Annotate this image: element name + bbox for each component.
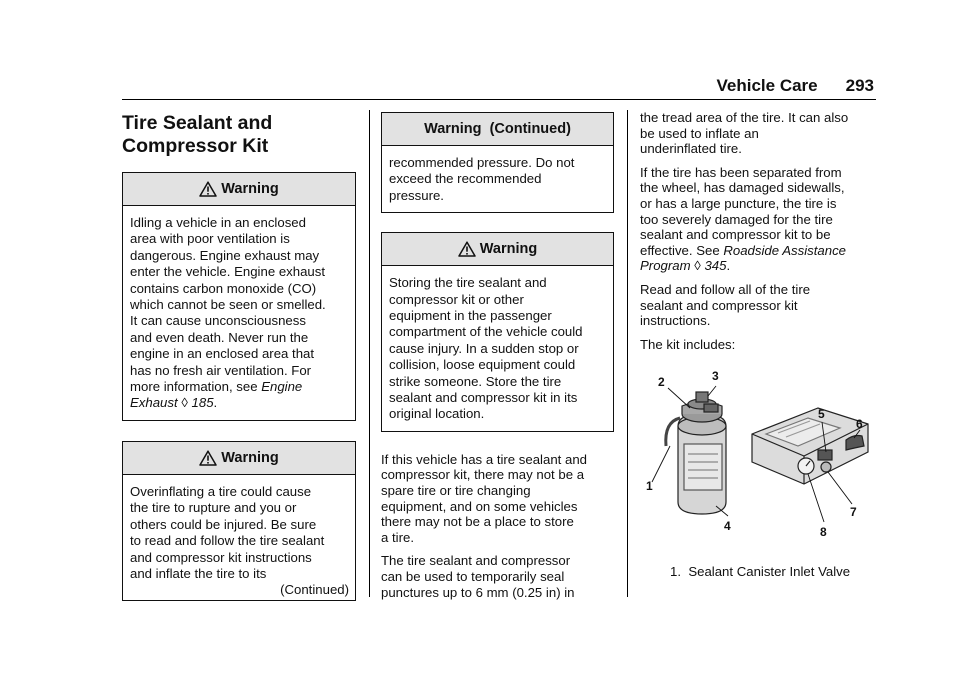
text-line: area with poor ventilation is (130, 231, 290, 247)
page-reference[interactable]: 345 (704, 258, 727, 274)
warning-header (382, 233, 613, 266)
warning-label: Warning (221, 449, 279, 466)
running-header (717, 76, 875, 98)
text-line: dangerous. Engine exhaust may (130, 247, 320, 263)
warning-box-exhaust (122, 172, 356, 421)
paragraph-kit-usage-continued (640, 110, 876, 157)
cross-reference-link[interactable]: Engine (261, 379, 303, 395)
warning-label: Warning (221, 181, 279, 197)
paragraph-kit-includes (640, 337, 876, 353)
text-line: original location. (389, 406, 485, 422)
column-2 (381, 112, 614, 608)
column-3 (640, 110, 876, 580)
text-line: recommended pressure. Do not (389, 155, 575, 170)
callout-2: 2 (658, 375, 665, 390)
figure-caption-item-1: 1. Sealant Canister Inlet Valve (670, 564, 851, 580)
kit-illustration (640, 364, 876, 554)
text-line: pressure. (389, 187, 444, 203)
text-line: If the tire has been separated from (640, 164, 842, 180)
text-line: the wheel, has damaged sidewalls, (640, 180, 845, 196)
text-line: The kit includes: (640, 336, 736, 352)
text-line: strike someone. Store the tire (389, 373, 562, 389)
text-line: If this vehicle has a tire sealant and (381, 451, 587, 467)
text-line (640, 243, 876, 259)
warning-header (123, 173, 355, 206)
cross-reference-link[interactable]: Roadside Assistance (723, 242, 847, 258)
callout-5: 5 (818, 407, 825, 422)
text-line: punctures up to 6 mm (0.25 in) in (381, 584, 575, 600)
warning-box-storage (381, 232, 614, 432)
text-line: cause injury. In a sudden stop or (389, 340, 579, 356)
text-line: contains carbon monoxide (CO) (130, 280, 317, 296)
text-line: others could be injured. Be sure (130, 516, 317, 532)
text-line: there may not be a place to store (381, 514, 574, 530)
text-line: Overinflating a tire could cause (130, 483, 312, 499)
section-heading (122, 112, 356, 158)
page-ref-arrow-icon: ◊ (181, 395, 188, 411)
text-line: spare tire or tire changing (381, 483, 531, 499)
text-line: too severely damaged for the tire (640, 211, 833, 227)
text-line: compressor kit, there may not be a (381, 467, 585, 483)
text-line (130, 395, 349, 411)
callout-3: 3 (712, 369, 719, 384)
warning-box-continued (381, 112, 614, 213)
text-line: It can cause unconsciousness (130, 313, 306, 329)
ref-lead: more information, see (130, 379, 262, 395)
warning-text (382, 266, 613, 431)
text-line: Idling a vehicle in an enclosed (130, 215, 306, 230)
callout-1: 1 (646, 479, 653, 494)
text-line: or has a large puncture, the tire is (640, 195, 837, 211)
text-line: to read and follow the tire sealant (130, 533, 325, 549)
text-line: and inflate the tire to its (130, 565, 267, 581)
cross-reference-link[interactable]: Program (640, 258, 691, 274)
cross-reference-link[interactable]: Exhaust (130, 395, 178, 411)
text-line (640, 258, 876, 274)
column-divider-1 (369, 110, 370, 597)
text-line: which cannot be seen or smelled. (130, 297, 326, 313)
paragraph-tire-damage (640, 165, 876, 274)
sealant-compressor-kit-illustration (640, 364, 876, 554)
callout-8: 8 (820, 525, 827, 540)
text-line: underinflated tire. (640, 141, 742, 157)
section-heading-line: Tire Sealant and (122, 112, 273, 134)
text-line: and even death. Never run the (130, 329, 309, 345)
punctuation: . (213, 395, 218, 411)
continued-marker: (Continued) (280, 582, 349, 598)
text-line (130, 379, 349, 395)
text-line: Storing the tire sealant and (389, 275, 547, 291)
text-line: the tire to rupture and you or (130, 500, 297, 516)
callout-7: 7 (850, 505, 857, 520)
header-rule (122, 99, 876, 100)
punctuation: . (726, 258, 731, 274)
text-line: a tire. (381, 529, 414, 545)
text-line: has no fresh air ventilation. For (130, 362, 312, 378)
warning-triangle-icon (458, 241, 476, 257)
page-number: 293 (845, 76, 874, 95)
warning-label: Warning (479, 241, 538, 258)
text-line: instructions. (640, 313, 711, 329)
warning-text (382, 146, 613, 212)
callout-6: 6 (856, 417, 863, 432)
paragraph-kit-availability (381, 452, 614, 546)
warning-text (123, 475, 355, 600)
text-line: can be used to temporarily seal (381, 569, 565, 585)
text-line: equipment, and on some vehicles (381, 498, 578, 514)
callout-4: 4 (724, 519, 731, 534)
section-title: Vehicle Care (716, 76, 818, 95)
text-line: Read and follow all of the tire (640, 281, 811, 297)
text-line: sealant and compressor kit in its (389, 390, 578, 406)
text-line: The tire sealant and compressor (381, 553, 571, 569)
text-line: exceed the recommended (389, 171, 542, 187)
warning-header (382, 113, 613, 146)
warning-triangle-icon (199, 181, 217, 197)
text-line: engine in an enclosed area that (130, 346, 315, 362)
warning-label: Warning (Continued) (424, 121, 571, 137)
text-line: compressor kit or other (389, 291, 524, 307)
ref-lead: effective. See (640, 242, 724, 258)
column-1 (122, 110, 356, 601)
page-ref-arrow-icon: ◊ (694, 258, 701, 274)
text-line: and compressor kit instructions (130, 549, 312, 565)
text-line: sealant and compressor kit to be (640, 227, 831, 243)
page-reference[interactable]: 185 (191, 395, 214, 411)
warning-text (123, 206, 355, 420)
text-line: equipment in the passenger (389, 308, 552, 324)
paragraph-instructions (640, 282, 876, 329)
text-line: be used to inflate an (640, 125, 759, 141)
text-line: compartment of the vehicle could (389, 324, 583, 340)
text-line: collision, loose equipment could (389, 357, 576, 373)
warning-header (123, 442, 355, 475)
text-line: enter the vehicle. Engine exhaust (130, 264, 326, 280)
column-divider-2 (627, 110, 628, 597)
text-line: sealant and compressor kit (640, 297, 798, 313)
text-line: the tread area of the tire. It can also (640, 110, 849, 125)
warning-triangle-icon (199, 450, 217, 466)
paragraph-kit-usage (381, 553, 614, 600)
section-heading-line: Compressor Kit (122, 135, 269, 157)
warning-box-overinflation (122, 441, 356, 601)
